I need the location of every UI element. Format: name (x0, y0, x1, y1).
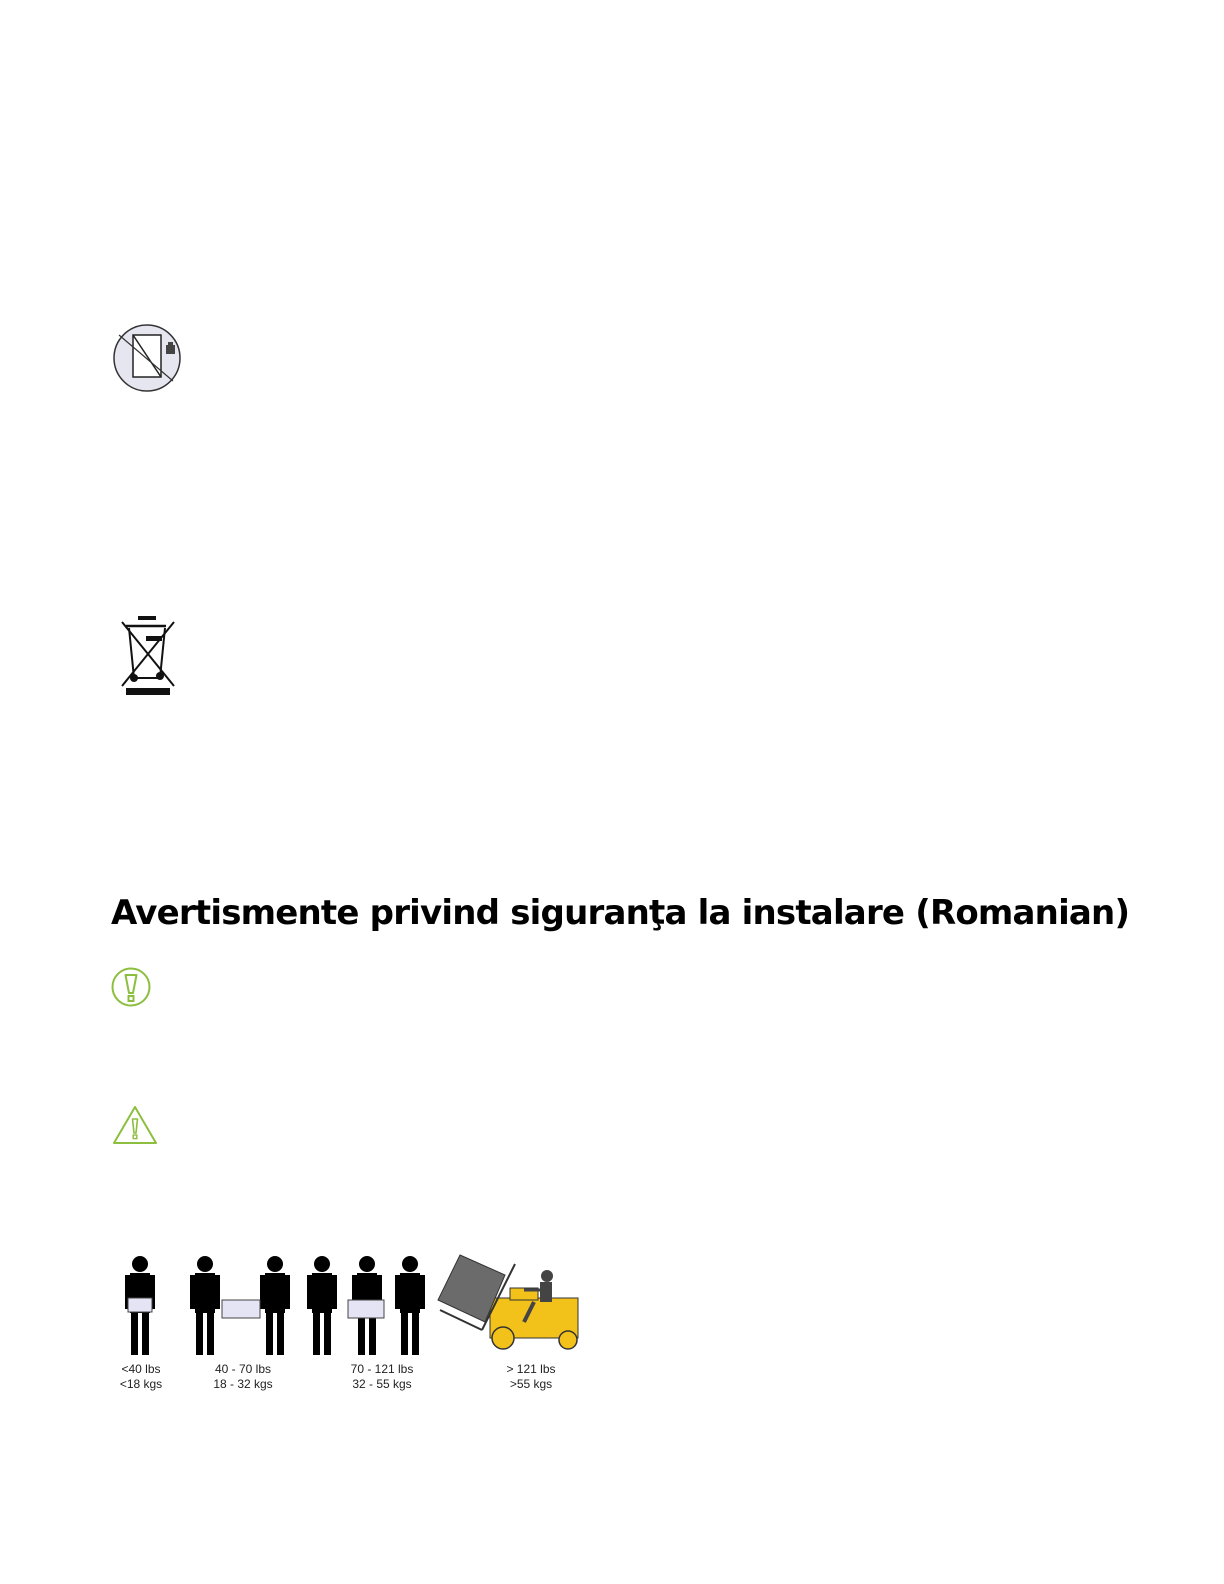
lift-label-kgs: 18 - 32 kgs (213, 1377, 273, 1391)
page-title: Avertismente privind siguranţa la instalare (Romanian) (111, 893, 1130, 933)
lift-label-lbs: 40 - 70 lbs (214, 1362, 272, 1376)
lift-label-2 (200, 1362, 286, 1392)
no-direct-sunlight-icon (111, 323, 183, 393)
lift-label-lbs: 70 - 121 lbs (350, 1362, 414, 1376)
lift-label-1 (110, 1362, 172, 1392)
lift-label-kgs: >55 kgs (509, 1377, 553, 1391)
green-warning-triangle-icon (111, 1104, 159, 1146)
lifting-guidelines-graphic (110, 1250, 585, 1360)
lift-label-3 (336, 1362, 428, 1392)
lift-label-lbs: <40 lbs (121, 1362, 161, 1376)
lift-label-4 (498, 1362, 564, 1392)
lift-label-kgs: 32 - 55 kgs (352, 1377, 412, 1391)
lift-label-kgs: <18 kgs (119, 1377, 163, 1391)
crossed-out-wheelie-bin-icon (120, 614, 180, 698)
green-exclamation-circle-icon (110, 966, 152, 1008)
lift-label-lbs: > 121 lbs (506, 1362, 556, 1376)
